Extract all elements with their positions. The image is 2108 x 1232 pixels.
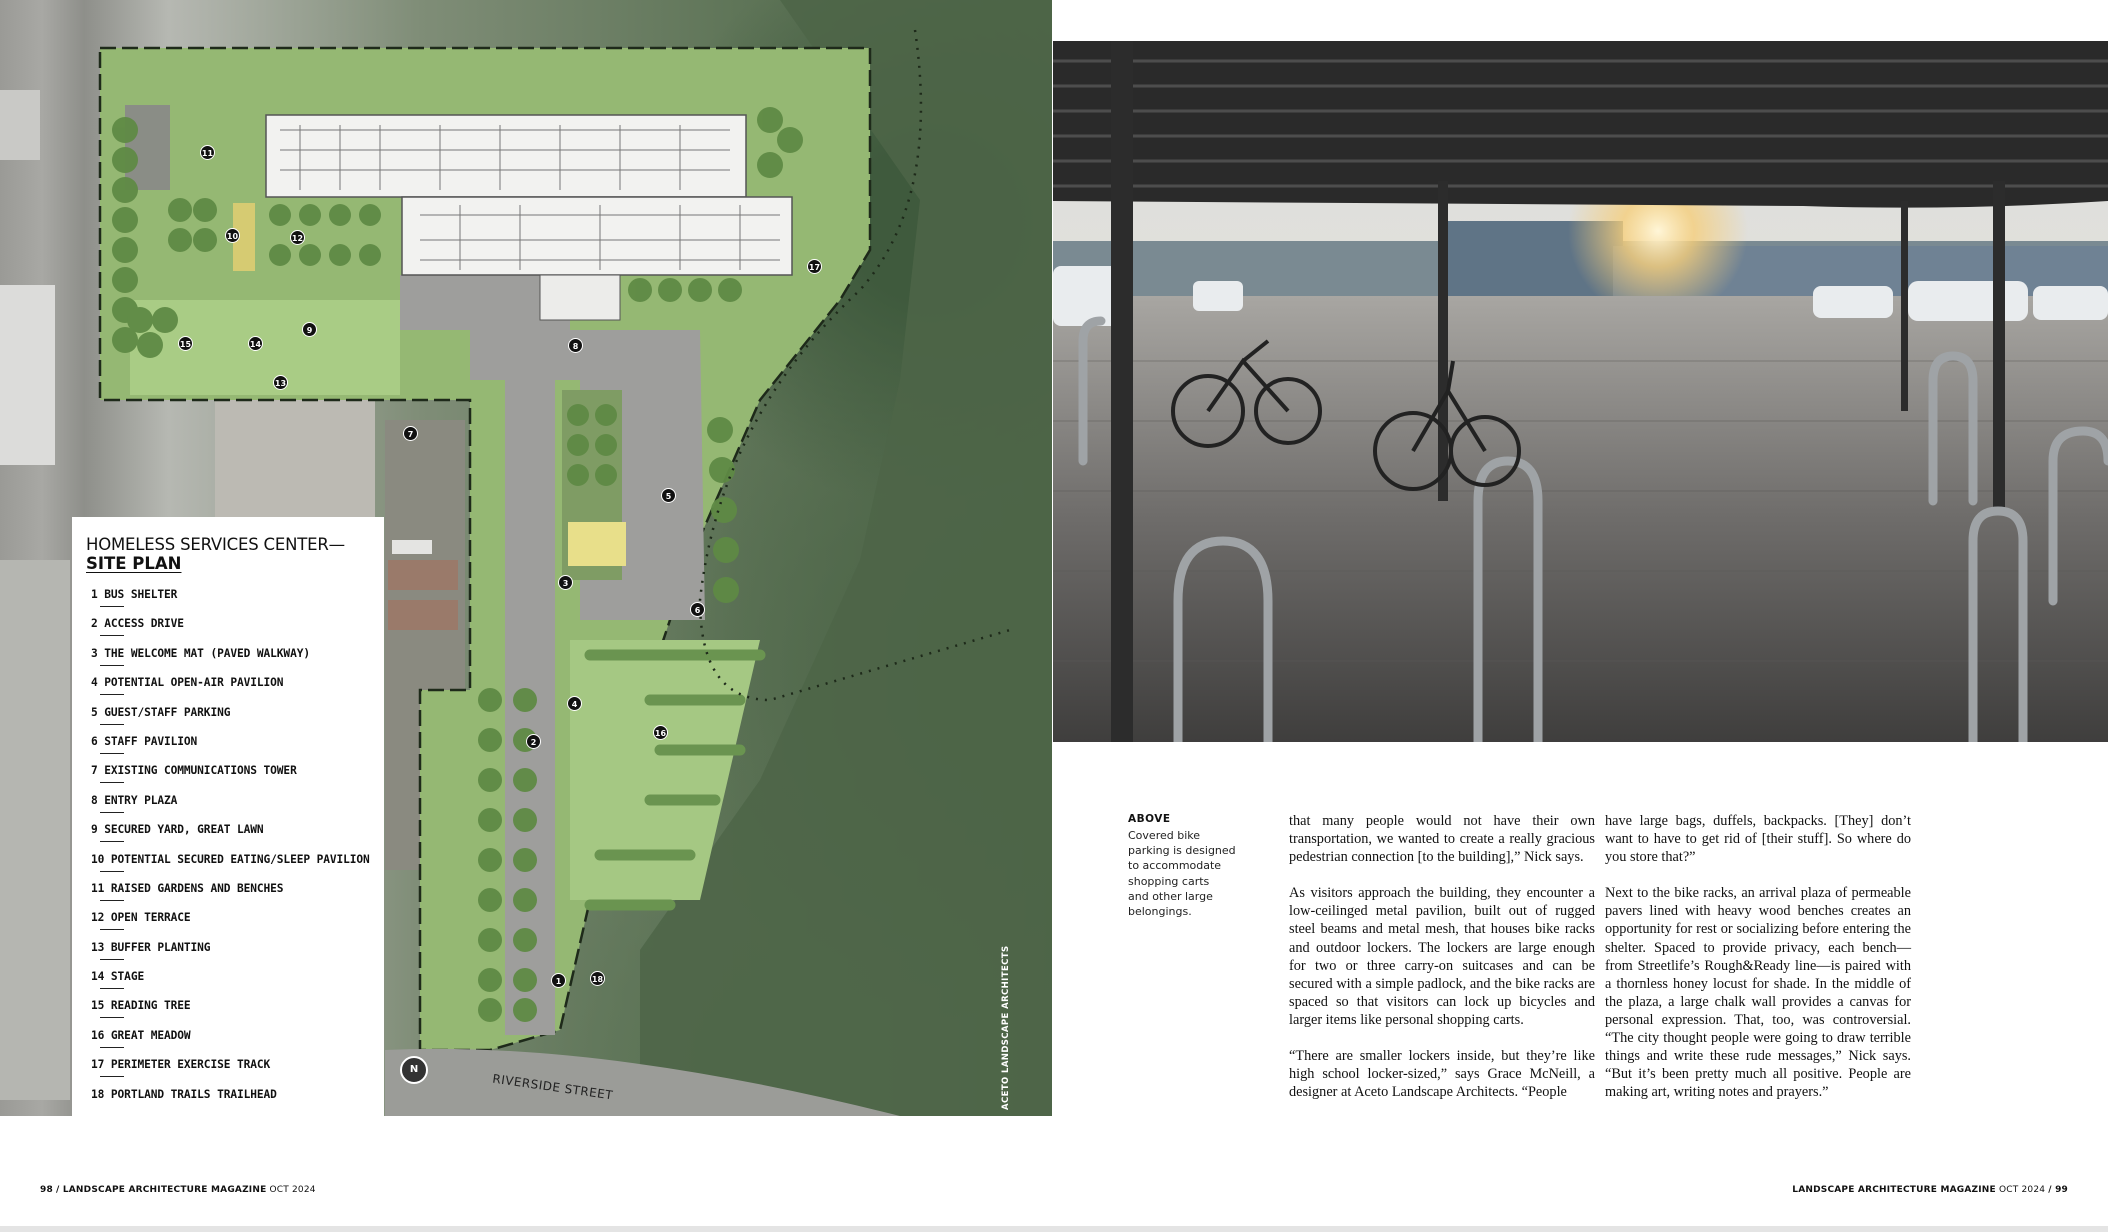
map-marker: 18 <box>590 971 605 986</box>
legend-list <box>86 587 370 1116</box>
legend-subtitle: SITE PLAN <box>86 554 182 573</box>
legend-item: 16 GREAT MEADOW <box>86 1028 370 1057</box>
caption-line: to accommodate <box>1128 859 1222 873</box>
page-bottom-bar <box>0 1226 2108 1232</box>
map-marker: 9 <box>302 322 317 337</box>
legend-item: 5 GUEST/STAFF PARKING <box>86 705 370 734</box>
map-marker: 16 <box>653 725 668 740</box>
map-marker: 7 <box>403 426 418 441</box>
folio-right: LANDSCAPE ARCHITECTURE MAGAZINE OCT 2024 / 99 <box>1792 1185 2068 1195</box>
site-plan-map <box>0 0 1052 1116</box>
map-marker: 14 <box>248 336 263 351</box>
map-marker: 4 <box>567 696 582 711</box>
legend-item: 13 BUFFER PLANTING <box>86 940 370 969</box>
legend-item: 7 EXISTING COMMUNICATIONS TOWER <box>86 763 370 792</box>
folio-date: OCT 2024 <box>1998 1185 2046 1195</box>
folio-magazine: LANDSCAPE ARCHITECTURE MAGAZINE <box>1792 1185 1996 1195</box>
legend-item: 2 ACCESS DRIVE <box>86 616 370 645</box>
map-marker: 1 <box>551 973 566 988</box>
map-marker: 17 <box>807 259 822 274</box>
article-paragraph: As visitors approach the building, they encounter a low-ceilinged metal pavilion, built out of rugged steel beams and metal mesh, that houses bike racks and outdoor lockers. The lockers are large enough for two or three carry-on suitcases and can be secured with a simple padlock, and the bike racks are spaced so that visitors can lock up bicycles and larger items like personal shopping carts. <box>1289 885 1595 1028</box>
legend-item: 14 STAGE <box>86 969 370 998</box>
map-marker: 13 <box>273 375 288 390</box>
article-paragraph: have large bags, duffels, backpacks. [They] don’t want to have to get rid of [their stuff]. So where do you store that?” <box>1605 813 1911 866</box>
bike-pavilion-photo <box>1053 41 2108 742</box>
caption-body <box>1128 828 1256 919</box>
caption-line: shopping carts <box>1128 874 1210 888</box>
legend-item: 10 POTENTIAL SECURED EATING/SLEEP PAVILION <box>86 852 370 881</box>
site-plan-legend <box>72 517 384 1116</box>
north-arrow-icon <box>400 1056 428 1084</box>
legend-item: 18 PORTLAND TRAILS TRAILHEAD <box>91 1087 277 1101</box>
folio-date: OCT 2024 <box>269 1185 316 1195</box>
north-label: N <box>409 1064 419 1075</box>
folio-page-number: 98 <box>40 1185 53 1195</box>
caption-line: belongings. <box>1128 905 1192 919</box>
legend-item: 9 SECURED YARD, GREAT LAWN <box>86 822 370 851</box>
map-marker: 5 <box>661 488 676 503</box>
legend-item: 17 PERIMETER EXERCISE TRACK <box>86 1057 370 1086</box>
legend-item: 6 STAFF PAVILION <box>86 734 370 763</box>
caption-line: parking is designed <box>1128 844 1236 858</box>
article-paragraph: Next to the bike racks, an arrival plaza of permeable pavers lined with heavy wood benches creates an opportunity for rest or socializing before entering the shelter. Spaced to provide privacy, each bench—from Streetlife’s Rough&Ready line—is paired with a thornless honey locust for shade. In the middle of the plaza, a large chalk wall provides a canvas for personal expression. That, too, was controversial. “The city thought people were going to draw terrible things and write these rude messages,” Nick says. “But it’s been pretty much all positive. People are making art, writing notes and prayers.” <box>1605 885 1911 1101</box>
photo-illustration <box>1053 41 2108 742</box>
legend-item: 11 RAISED GARDENS AND BENCHES <box>86 881 370 910</box>
legend-title: HOMELESS SERVICES CENTER— <box>86 535 345 554</box>
article-paragraph: “There are smaller lockers inside, but they’re like high school locker-sized,” says Grace McNeill, a designer at Aceto Landscape Architects. “People <box>1289 1048 1595 1101</box>
map-marker: 3 <box>558 575 573 590</box>
folio-magazine: LANDSCAPE ARCHITECTURE MAGAZINE <box>62 1185 267 1195</box>
map-marker: 12 <box>290 230 305 245</box>
map-marker: 8 <box>568 338 583 353</box>
caption-line: and other large <box>1128 889 1213 903</box>
map-marker: 6 <box>690 602 705 617</box>
legend-item: 1 BUS SHELTER <box>86 587 370 616</box>
legend-item: 4 POTENTIAL OPEN-AIR PAVILION <box>86 675 370 704</box>
caption-heading: ABOVE <box>1128 813 1171 825</box>
map-marker: 10 <box>225 228 240 243</box>
photo-credit: ACETO LANDSCAPE ARCHITECTS <box>1001 945 1011 1110</box>
legend-item: 3 THE WELCOME MAT (PAVED WALKWAY) <box>86 646 370 675</box>
article-paragraph: that many people would not have their own transportation, we wanted to create a really gracious pedestrian connection [to the building],” Nick says. <box>1289 813 1595 866</box>
map-marker: 2 <box>526 734 541 749</box>
legend-item: 12 OPEN TERRACE <box>86 910 370 939</box>
map-marker: 15 <box>178 336 193 351</box>
map-marker: 11 <box>200 145 215 160</box>
legend-item: 8 ENTRY PLAZA <box>86 793 370 822</box>
article-column-1 <box>1289 812 1595 1119</box>
folio-page-number: 99 <box>2055 1185 2068 1195</box>
photo-caption <box>1128 813 1256 919</box>
article-column-2 <box>1605 812 1911 1119</box>
caption-line: Covered bike <box>1128 829 1200 842</box>
street-label: RIVERSIDE STREET <box>491 1071 614 1103</box>
folio-left: 98 / LANDSCAPE ARCHITECTURE MAGAZINE OCT 2024 <box>40 1185 316 1195</box>
legend-item: 15 READING TREE <box>86 998 370 1027</box>
